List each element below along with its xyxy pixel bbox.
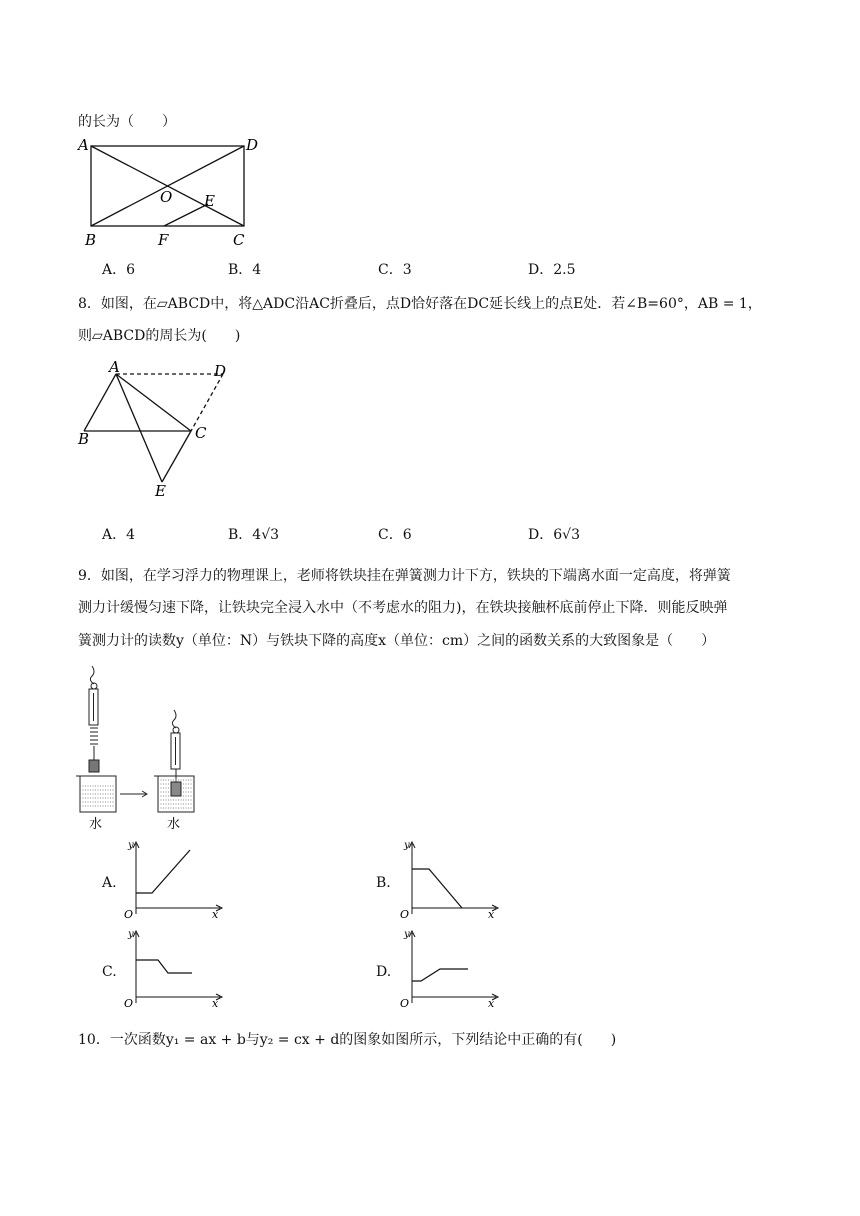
q8-line-2: 则▱ABCD的周长为( ) — [78, 328, 241, 344]
label-c: C — [233, 231, 245, 249]
q7-option-c[interactable]: C．3 — [378, 262, 412, 278]
water-label-right: 水 — [167, 817, 181, 832]
q8-option-c[interactable]: C．6 — [378, 527, 412, 543]
svg-text:y: y — [404, 929, 410, 940]
q9-option-b-label[interactable]: B. — [376, 875, 391, 891]
q9-option-c-label[interactable]: C. — [102, 964, 117, 980]
q9-option-c-graph[interactable] — [118, 925, 228, 1009]
q9-line-3: 簧测力计的读数y（单位：N）与铁块下降的高度x（单位：cm）之间的函数关系的大致图象是（ ） — [78, 633, 716, 649]
label-b: B — [85, 231, 97, 249]
water-label-left: 水 — [89, 817, 103, 832]
label-b: B — [78, 430, 90, 448]
svg-text:y: y — [128, 929, 134, 940]
label-o: O — [160, 188, 173, 206]
q9-option-a-label[interactable]: A. — [102, 875, 117, 891]
svg-text:O: O — [400, 997, 410, 1009]
q9-option-d-label[interactable]: D. — [376, 964, 392, 980]
q9-option-a-graph[interactable] — [118, 836, 228, 920]
q7-option-d[interactable]: D．2.5 — [528, 262, 576, 278]
label-e: E — [155, 482, 166, 498]
segment-ec — [162, 431, 191, 482]
q8-option-a[interactable]: A．4 — [102, 527, 136, 543]
label-d: D — [246, 136, 259, 154]
q9-option-b-graph[interactable] — [394, 836, 504, 920]
q7-tail-text: 的长为（ ） — [78, 114, 176, 130]
label-d: D — [214, 362, 227, 380]
hook-curl-right — [172, 710, 176, 728]
segment-fe — [164, 204, 208, 226]
graph-c-line — [136, 960, 192, 973]
q8-line-1: 8．如图，在▱ABCD中，将△ADC沿AC折叠后，点D恰好落在DC延长线上的点E处．若∠B=60°，AB = 1， — [78, 296, 762, 312]
iron-block-submerged — [171, 782, 181, 796]
segment-dc-dashed — [191, 374, 223, 431]
q9-line-2: 测力计缓慢匀速下降，让铁块完全浸入水中（不考虑水的阻力)，在铁块接触杯底前停止下降．则能反映弹 — [78, 600, 728, 616]
iron-block — [89, 760, 99, 772]
hook-curl — [90, 666, 94, 684]
q10-line-1: 10．一次函数y₁ = ax + b与y₂ = cx + d的图象如图所示，下列结论中正确的有( ) — [78, 1032, 617, 1048]
q7-figure — [76, 136, 266, 250]
svg-text:O: O — [124, 997, 134, 1009]
svg-text:x: x — [488, 997, 495, 1009]
spring-coils — [90, 728, 98, 744]
label-e: E — [204, 192, 215, 210]
svg-text:x: x — [212, 997, 219, 1009]
segment-ac — [116, 374, 191, 431]
label-a: A — [109, 360, 120, 376]
graph-b-line — [412, 869, 462, 908]
label-a: A — [78, 136, 89, 154]
svg-text:y: y — [404, 840, 410, 851]
graph-d-line — [412, 969, 468, 981]
q9-option-d-graph[interactable] — [394, 925, 504, 1009]
graph-a-line — [136, 850, 190, 893]
q7-option-a[interactable]: A．6 — [102, 262, 136, 278]
svg-text:O: O — [124, 908, 134, 920]
q9-apparatus-figure — [70, 660, 210, 835]
label-c: C — [195, 424, 207, 442]
segment-ab — [84, 374, 116, 431]
q7-option-b[interactable]: B．4 — [228, 262, 262, 278]
svg-text:x: x — [212, 908, 219, 920]
q9-line-1: 9．如图，在学习浮力的物理课上，老师将铁块挂在弹簧测力计下方，铁块的下端离水面一定高度，将弹簧 — [78, 568, 731, 584]
svg-text:y: y — [128, 840, 134, 851]
segment-ae — [116, 374, 162, 482]
q8-option-d[interactable]: D．6√3 — [528, 527, 580, 543]
svg-text:x: x — [488, 908, 495, 920]
q8-figure — [74, 360, 244, 498]
label-f: F — [158, 231, 169, 249]
q8-option-b[interactable]: B．4√3 — [228, 527, 280, 543]
svg-text:O: O — [400, 908, 410, 920]
